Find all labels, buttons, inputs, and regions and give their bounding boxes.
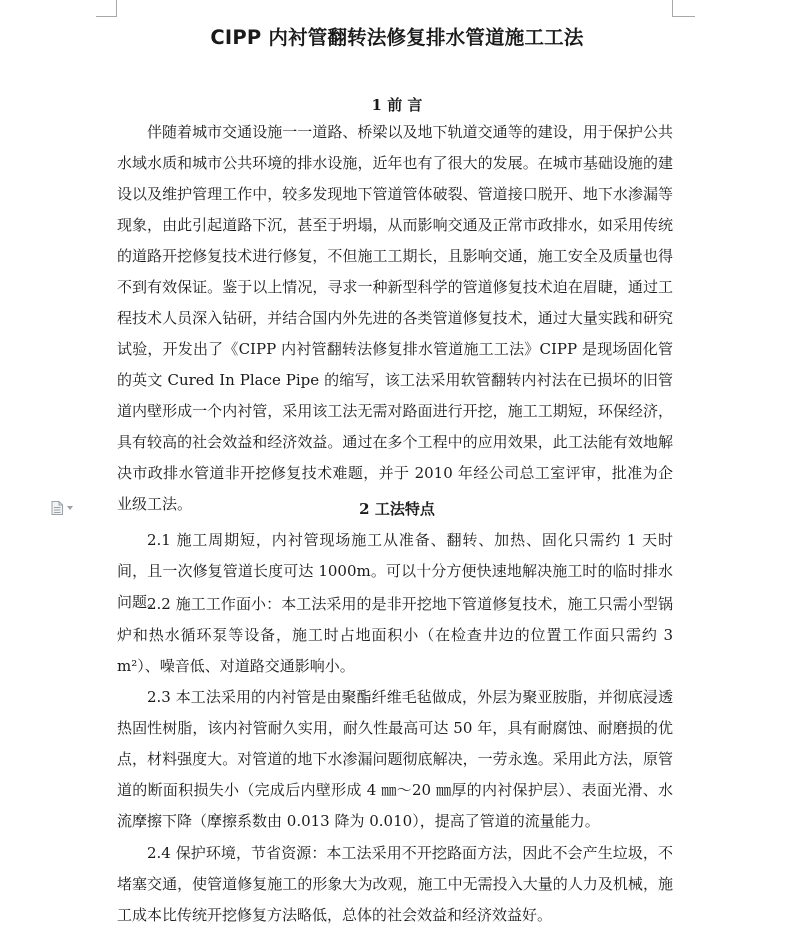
section-heading-features: 2 工法特点: [359, 500, 435, 518]
section-heading-preface: 1 前 言: [371, 96, 423, 114]
page-margin-mark-top-left: [96, 0, 117, 17]
paragraph-preface: 伴随着城市交通设施一一道路、桥梁以及地下轨道交通等的建设，用于保护公共水域水质和城市公共环境的排水设施，近年也有了很大的发展。在城市基础设施的建设以及维护管理工作中，较多发现地下管道管体破裂、管道接口脱开、地下水渗漏等现象，由此引起道路下沉，甚至于坍塌，从而影响交通及正常市政排水，如采用传统的道路开挖修复技术进行修复，不但施工工期长，且影响交通，施工安全及质量也得不到有效保证。鉴于以上情况，寻求一种新型科学的管道修复技术迫在眉睫，通过工程技术人员深入钻研，并结合国内外先进的各类管道修复技术，通过大量实践和研究试验，开发出了《CIPP 内衬管翻转法修复排水管道施工工法》CIPP 是现场固化管的英文 Cured In Place Pipe 的缩写，该工法采用软管翻转内衬法在已损坏的旧管道内壁形成一个内衬管，采用该工法无需对路面进行开挖，施工工期短，环保经济，具有较高的社会效益和经济效益。通过在多个工程中的应用效果，此工法能有效地解决市政排水管道非开挖修复技术难题，并于 2010 年经公司总工室评审，批准为企业级工法。: [117, 123, 673, 513]
paragraph-options-button[interactable]: [51, 501, 73, 515]
page-margin-mark-top-right: [672, 0, 695, 17]
paragraph-feature-2-3: 2.3 本工法采用的内衬管是由聚酯纤维毛毡做成，外层为聚亚胺脂，并彻底浸透热固性树脂，该内衬管耐久实用，耐久性最高可达 50 年，具有耐腐蚀、耐磨损的优点，材料强度大。对管道的地下水渗漏问题彻底解决，一劳永逸。采用此方法，原管道的断面积损失小（完成后内壁形成 4 ㎜～20 ㎜厚的内衬保护层）、表面光滑、水流摩擦下降（摩擦系数由 0.013 降为 0.010），提高了管道的流量能力。: [117, 688, 673, 830]
paragraph-feature-2-4: 2.4 保护环境，节省资源：本工法采用不开挖路面方法，因此不会产生垃圾，不堵塞交通，使管道修复施工的形象大为改观，施工中无需投入大量的人力及机械，施工成本比传统开挖修复方法略低，总体的社会效益和经济效益好。: [117, 844, 673, 924]
document-icon: [51, 501, 63, 515]
paragraph-feature-2-1: 2.1 施工周期短，内衬管现场施工从准备、翻转、加热、固化只需约 1 天时间，且一次修复管道长度可达 1000m。可以十分方便快速地解决施工时的临时排水问题。: [117, 531, 673, 611]
paragraph-feature-2-2: 2.2 施工工作面小：本工法采用的是非开挖地下管道修复技术，施工只需小型锅炉和热水循环泵等设备，施工时占地面积小（在检查井边的位置工作面只需约 3 m²）、噪音低、对道路交通影响小。: [117, 595, 673, 675]
caret-down-icon: [67, 506, 73, 510]
document-title: CIPP 内衬管翻转法修复排水管道施工工法: [210, 26, 584, 49]
